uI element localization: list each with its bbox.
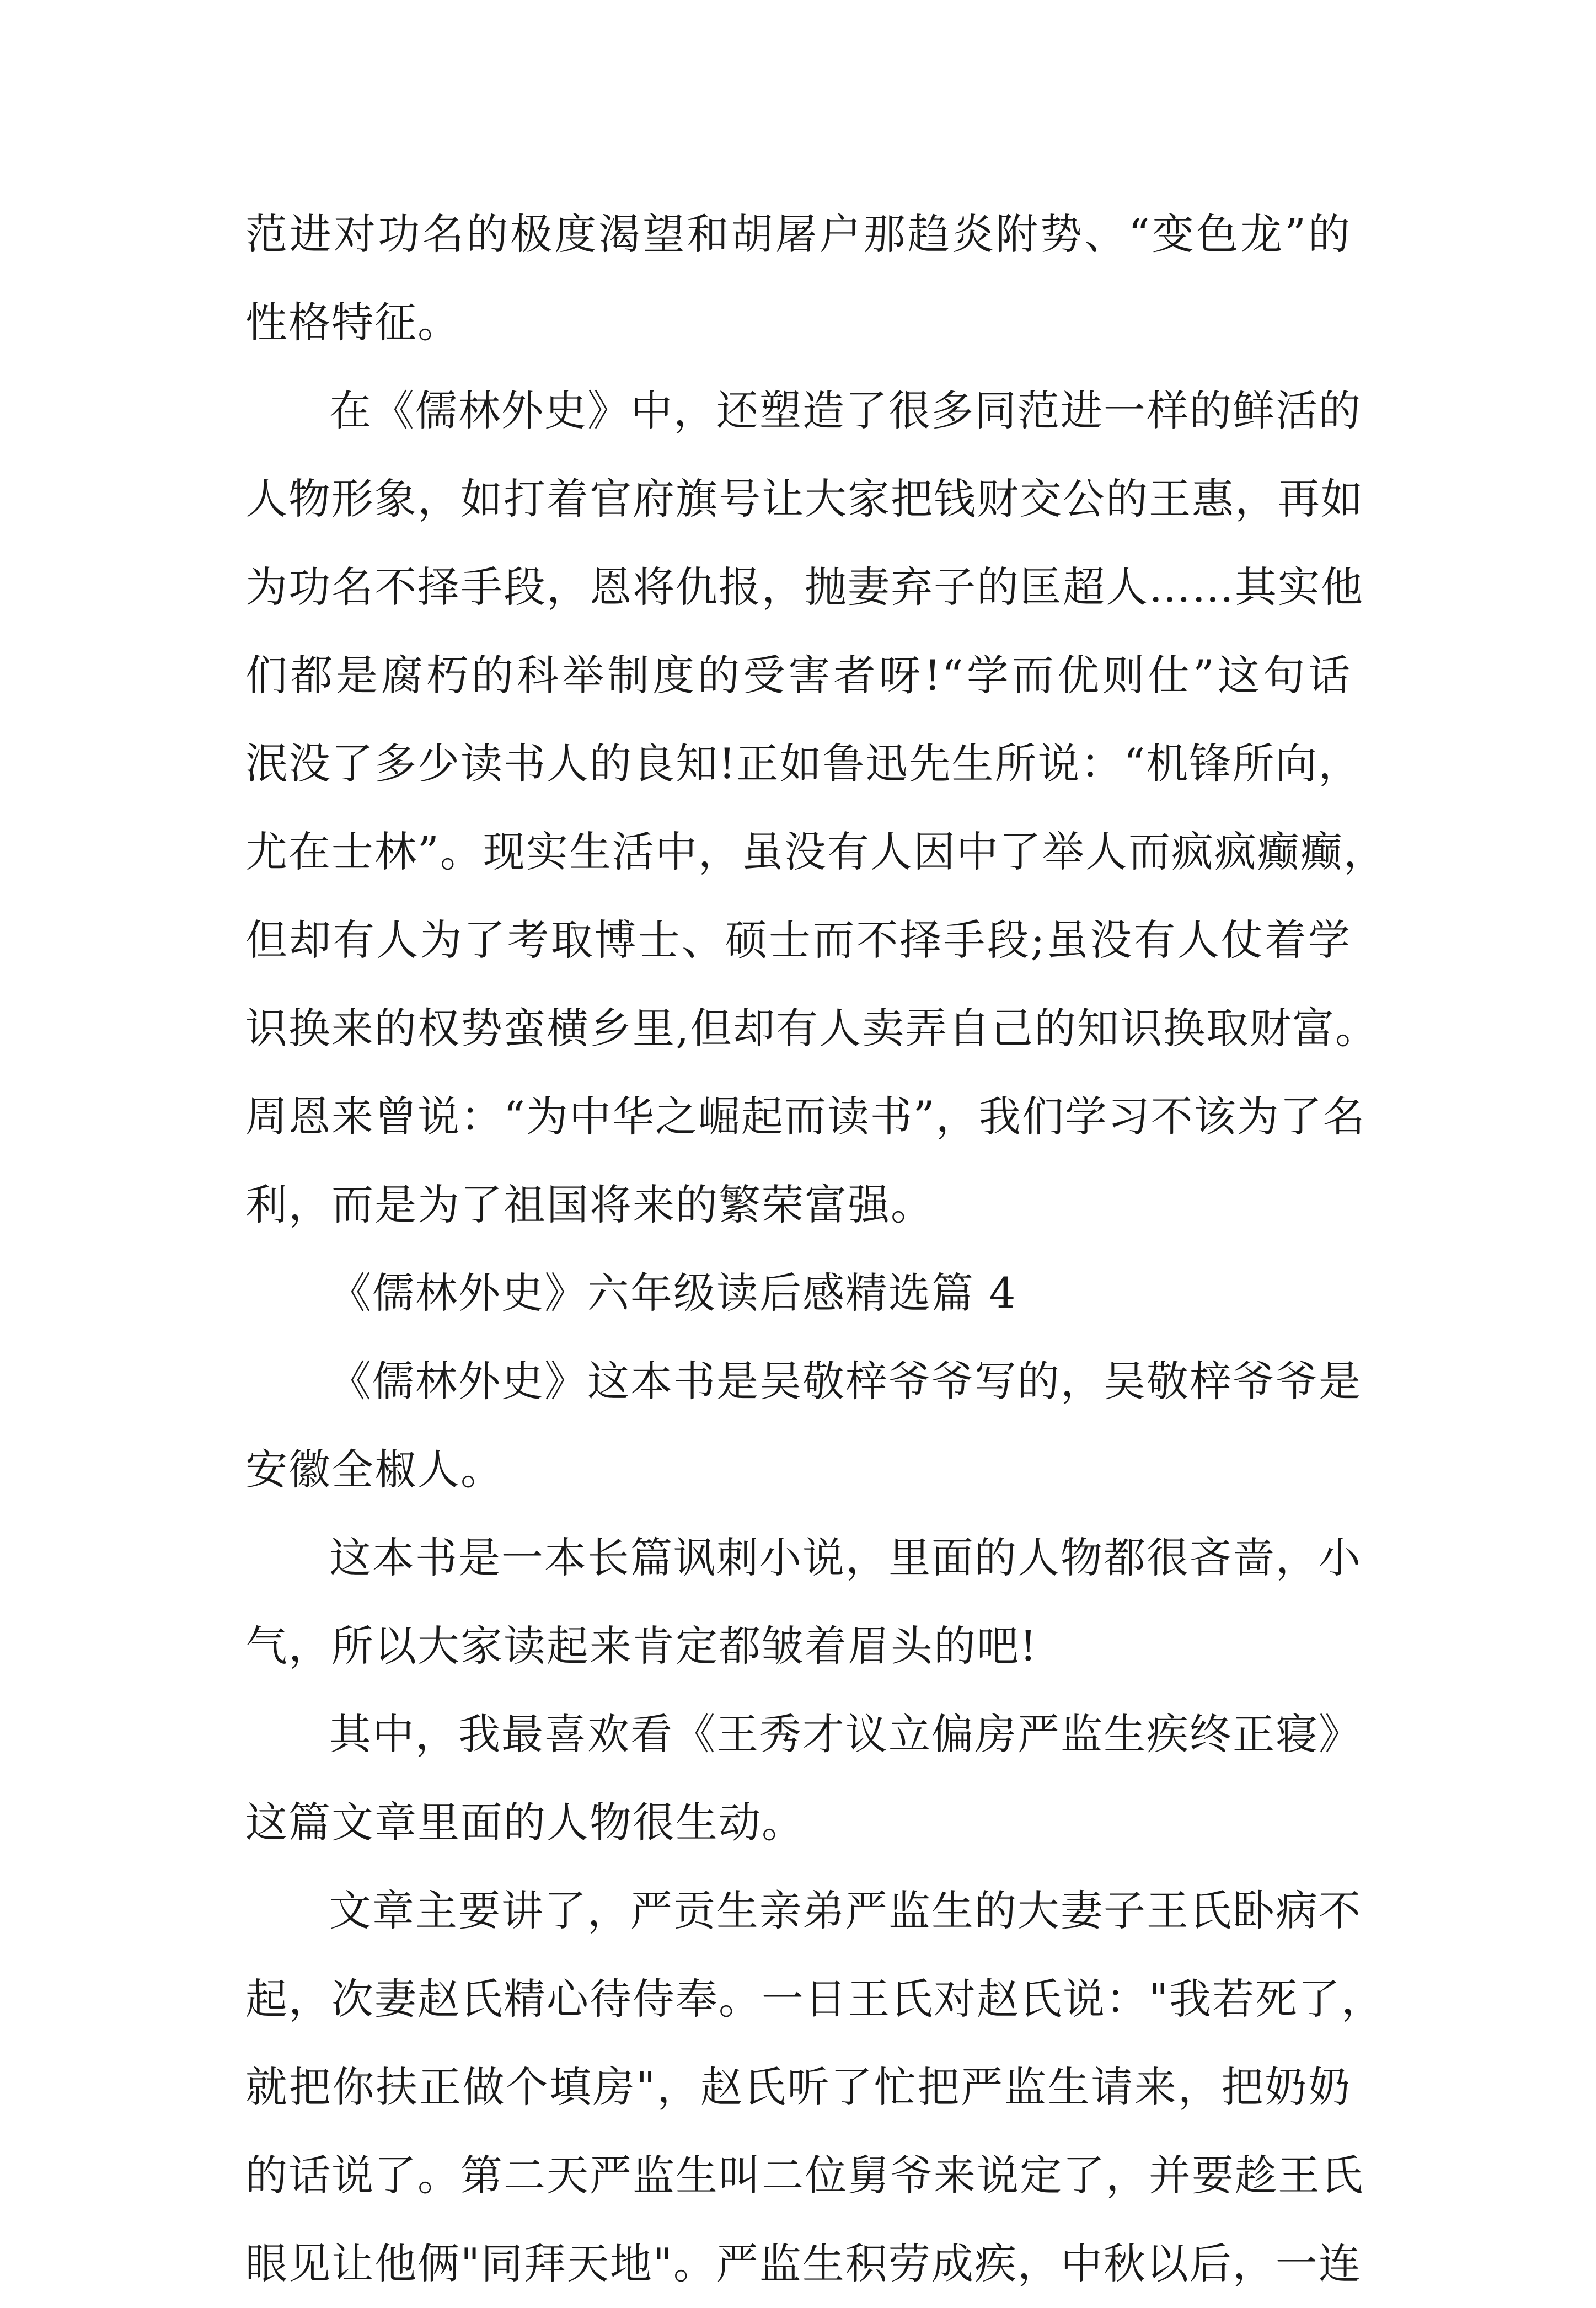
paragraph [245, 367, 1386, 1249]
text-line: 其中，我最喜欢看《王秀才议立偏房严监生疾终正寝》 [329, 1710, 1362, 1759]
document-page [245, 190, 1386, 2308]
paragraph [245, 1514, 1362, 1690]
text-line: 气，所以大家读起来肯定都皱着眉头的吧! [245, 1621, 1038, 1670]
text-line: 但却有人为了考取博士、硕士而不择手段;虽没有人仗着学 [245, 915, 1351, 965]
text-line: 利，而是为了祖国将来的繁荣富强。 [245, 1180, 934, 1229]
text-line: 就把你扶正做个填房"，赵氏听了忙把严监生请来，把奶奶 [245, 2063, 1351, 2112]
text-line: 性格特征。 [245, 298, 460, 347]
text-line: 的话说了。第二天严监生叫二位舅爷来说定了，并要趁王氏 [245, 2151, 1364, 2200]
text-line: 泯没了多少读书人的良知!正如鲁迅先生所说：“机锋所向， [245, 739, 1362, 788]
text-line: 文章主要讲了，严贡生亲弟严监生的大妻子王氏卧病不 [329, 1886, 1362, 1935]
paragraph [245, 190, 1351, 367]
paragraph [245, 1867, 1384, 2308]
text-line: 尤在士林”。现实生活中，虽没有人因中了举人而疯疯癫癫， [245, 827, 1386, 876]
text-line: 起，次妻赵氏精心待侍奉。一日王氏对赵氏说："我若死了， [245, 1974, 1384, 2023]
text-line: 人物形象，如打着官府旗号让大家把钱财交公的王惠，再如 [245, 474, 1364, 523]
text-line: 为功名不择手段，恩将仇报，抛妻弃子的匡超人……其实他 [245, 563, 1364, 612]
text-line: 范进对功名的极度渴望和胡屠户那趋炎附势、“变色龙”的 [245, 210, 1351, 259]
text-line: 们都是腐朽的科举制度的受害者呀!“学而优则仕”这句话 [245, 651, 1351, 700]
text-line: 周恩来曾说：“为中华之崛起而读书”，我们学习不该为了名 [245, 1092, 1366, 1141]
text-line: 识换来的权势蛮横乡里,但却有人卖弄自己的知识换取财富。 [245, 1004, 1379, 1053]
text-line: 这篇文章里面的人物很生动。 [245, 1798, 805, 1847]
text-line: 这本书是一本长篇讽刺小说，里面的人物都很吝啬，小 [329, 1533, 1362, 1582]
text-line: 安徽全椒人。 [245, 1445, 504, 1494]
text-line: 在《儒林外史》中，还塑造了很多同范进一样的鲜活的 [329, 386, 1362, 435]
text-line: 《儒林外史》这本书是吴敬梓爷爷写的，吴敬梓爷爷是 [329, 1357, 1362, 1406]
text-line: 眼见让他俩"同拜天地"。严监生积劳成疾，中秋以后，一连 [245, 2239, 1362, 2288]
paragraph [245, 1337, 1362, 1514]
paragraph [245, 1690, 1362, 1867]
section-heading: 《儒林外史》六年级读后感精选篇 4 [329, 1268, 1017, 1318]
